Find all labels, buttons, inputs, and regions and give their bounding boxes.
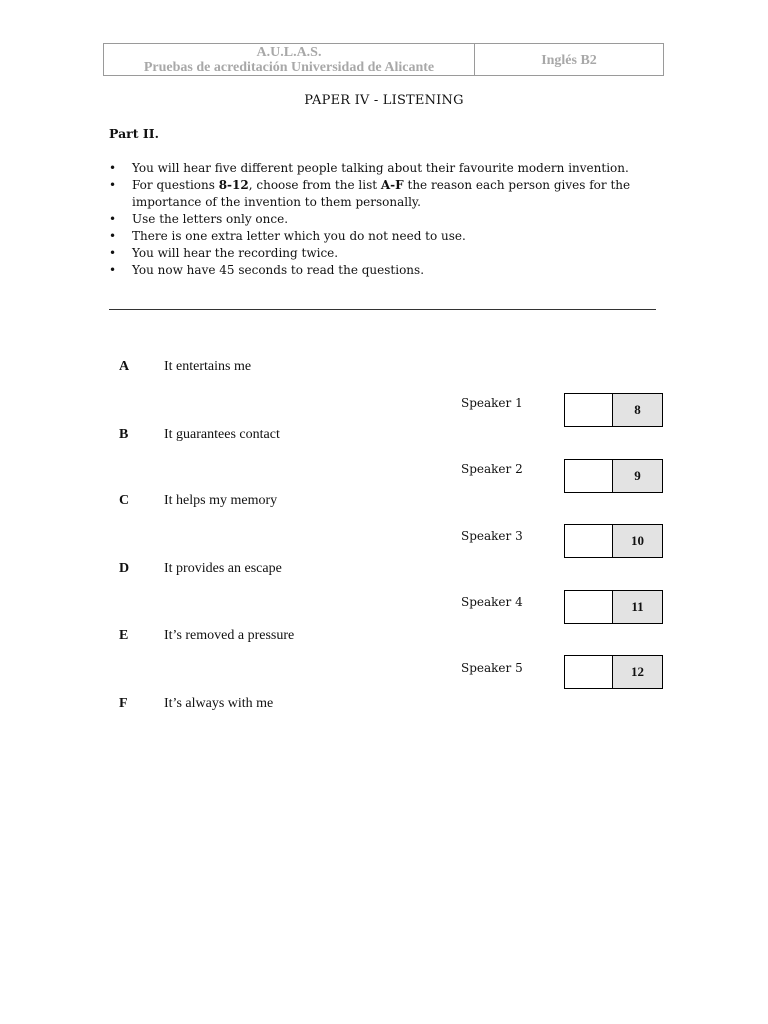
instruction-item: • You will hear five different people talking about their favourite modern invention. — [109, 160, 649, 177]
instruction-item: • Use the letters only once. — [109, 211, 649, 228]
answer-box-2 — [564, 459, 663, 493]
answer-field-11[interactable] — [565, 591, 613, 623]
answer-box-3 — [564, 524, 663, 558]
instruction-item: • For questions 8-12, choose from the list A-F the reason each person gives for the importance of the invention to them personally. — [109, 177, 649, 211]
speaker-label-3: Speaker 3 — [461, 529, 523, 543]
answer-box-5 — [564, 655, 663, 689]
header-level: Inglés B2 — [541, 53, 597, 68]
question-number-9: 9 — [613, 460, 662, 492]
instructions-list — [109, 160, 649, 279]
speaker-label-4: Speaker 4 — [461, 595, 523, 609]
answer-field-8[interactable] — [565, 394, 613, 426]
header-org-line2: Pruebas de acreditación Universidad de Alicante — [143, 60, 435, 75]
answer-box-1 — [564, 393, 663, 427]
option-text-d: It provides an escape — [164, 561, 282, 576]
part-title: Part II. — [109, 126, 159, 141]
question-number-8: 8 — [613, 394, 662, 426]
answer-field-9[interactable] — [565, 460, 613, 492]
option-letter-a: A — [119, 359, 130, 374]
question-number-12: 12 — [613, 656, 662, 688]
header-organization — [104, 44, 475, 75]
option-text-c: It helps my memory — [164, 493, 278, 508]
instruction-item: • You now have 45 seconds to read the questions. — [109, 262, 649, 279]
option-text-a: It entertains me — [164, 359, 252, 374]
speaker-label-2: Speaker 2 — [461, 462, 523, 476]
option-letter-b: B — [119, 427, 129, 442]
option-letter-c: C — [119, 493, 130, 508]
answer-field-10[interactable] — [565, 525, 613, 557]
answer-field-12[interactable] — [565, 656, 613, 688]
instruction-item: • There is one extra letter which you do not need to use. — [109, 228, 649, 245]
question-number-11: 11 — [613, 591, 662, 623]
option-letter-d: D — [119, 561, 130, 576]
question-number-10: 10 — [613, 525, 662, 557]
speaker-label-5: Speaker 5 — [461, 661, 523, 675]
divider — [109, 309, 656, 310]
option-text-e: It’s removed a pressure — [164, 628, 295, 643]
answer-box-4 — [564, 590, 663, 624]
header-table — [103, 43, 664, 76]
option-text-f: It’s always with me — [164, 696, 274, 711]
speaker-label-1: Speaker 1 — [461, 396, 523, 410]
option-letter-f: F — [119, 696, 128, 711]
header-org-line1: A.U.L.A.S. — [256, 45, 322, 60]
option-text-b: It guarantees contact — [164, 427, 280, 442]
instruction-item: • You will hear the recording twice. — [109, 245, 649, 262]
page-title: PAPER IV - LISTENING — [304, 93, 464, 108]
option-letter-e: E — [119, 628, 129, 643]
